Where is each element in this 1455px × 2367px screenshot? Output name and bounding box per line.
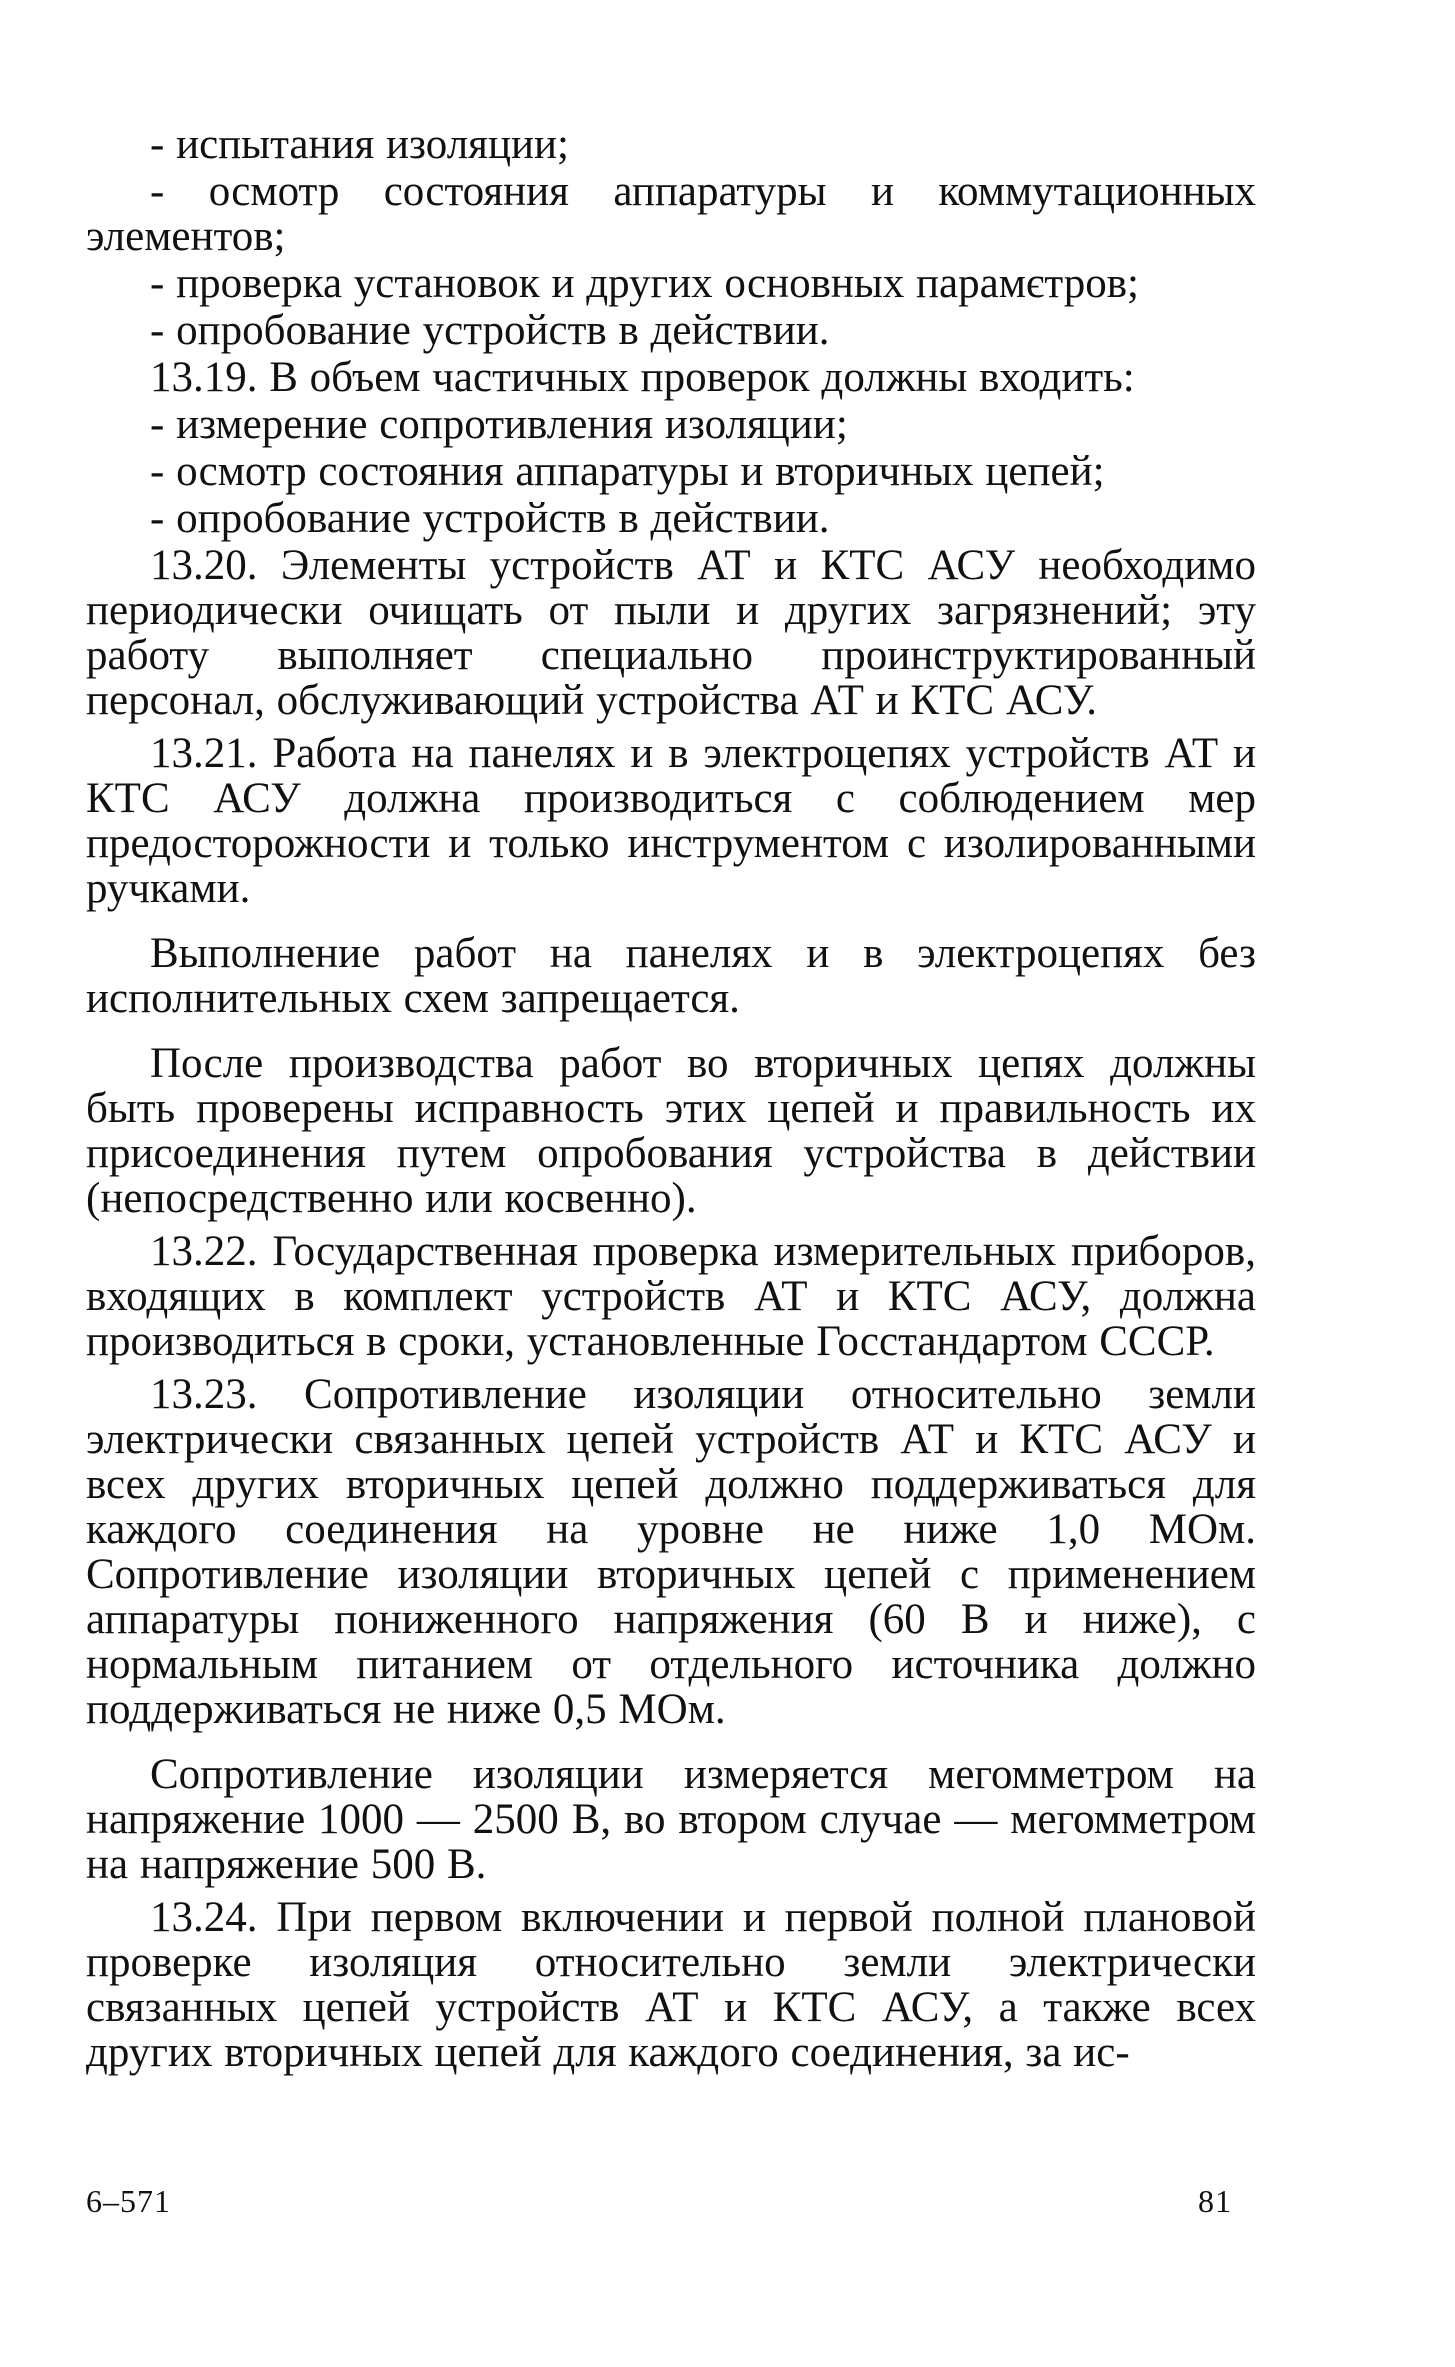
list-item-settings-check: - проверка установок и других основных парамєтров; bbox=[150, 260, 1139, 307]
list-item-secondary-circuits-inspection: - осмотр состояния аппаратуры и вторичных цепей; bbox=[150, 448, 1105, 495]
section-13-22: 13.22. Государственная проверка измерительных приборов, входящих в комплект устройств АТ и КТС АСУ, должна производиться в сроки, установленные Госстандартом СССР. bbox=[86, 1228, 1256, 1365]
section-13-20: 13.20. Элементы устройств АТ и КТС АСУ необходимо периодически очищать от пыли и других загрязнений; эту работу выполняет специально проинструктированный персонал, обслуживающий устройства АТ и КТС АСУ. bbox=[86, 542, 1256, 724]
list-item-equipment-inspection: - осмотр состояния аппаратуры и коммутационных элементов; bbox=[86, 168, 1256, 260]
list-item-operation-test-2: - опробование устройств в действии. bbox=[150, 495, 830, 542]
list-item-insulation-test: - испытания изоляции; bbox=[150, 121, 569, 168]
printer-signature: 6–571 bbox=[86, 2183, 171, 2219]
page-number: 81 bbox=[1198, 2183, 1232, 2219]
paragraph-megohmmeter: Сопротивление изоляции измеряется мегомметром на напряжение 1000 — 2500 В, во втором случае — мегомметром на напряжение 500 В. bbox=[86, 1751, 1256, 1888]
paragraph-after-work: После производства работ во вторичных цепях должны быть проверены исправность этих цепей и правильность их присоединения путем опробования устройства в действии (непосредственно или косвенно). bbox=[86, 1040, 1256, 1222]
section-13-21: 13.21. Работа на панелях и в электроцепях устройств АТ и КТС АСУ должна производиться с соблюдением мер предосторожности и только инструментом с изолированными ручками. bbox=[86, 730, 1256, 912]
list-item-operation-test: - опробование устройств в действии. bbox=[150, 307, 830, 354]
list-item-resistance-measurement: - измерение сопротивления изоляции; bbox=[150, 401, 848, 448]
document-page bbox=[86, 122, 1256, 2075]
section-13-19: 13.19. В объем частичных проверок должны входить: bbox=[150, 354, 1135, 401]
section-13-24: 13.24. При первом включении и первой полной плановой проверке изоляция относительно земли электрически связанных цепей устройств АТ и КТС АСУ, а также всех других вторичных цепей для каждого соединения, за ис- bbox=[86, 1894, 1256, 2076]
section-13-23: 13.23. Сопротивление изоляции относительно земли электрически связанных цепей устройств АТ и КТС АСУ и всех других вторичных цепей должно поддерживаться для каждого соединения на уровне не ниже 1,0 МОм. Сопротивление изоляции вторичных цепей с применением аппаратуры пониженного напряжения (60 В и ниже), с нормальным питанием от отдельного источника должно поддерживаться не ниже 0,5 МОм. bbox=[86, 1371, 1256, 1733]
paragraph-work-prohibition: Выполнение работ на панелях и в электроцепях без исполнительных схем запрещается. bbox=[86, 930, 1256, 1022]
